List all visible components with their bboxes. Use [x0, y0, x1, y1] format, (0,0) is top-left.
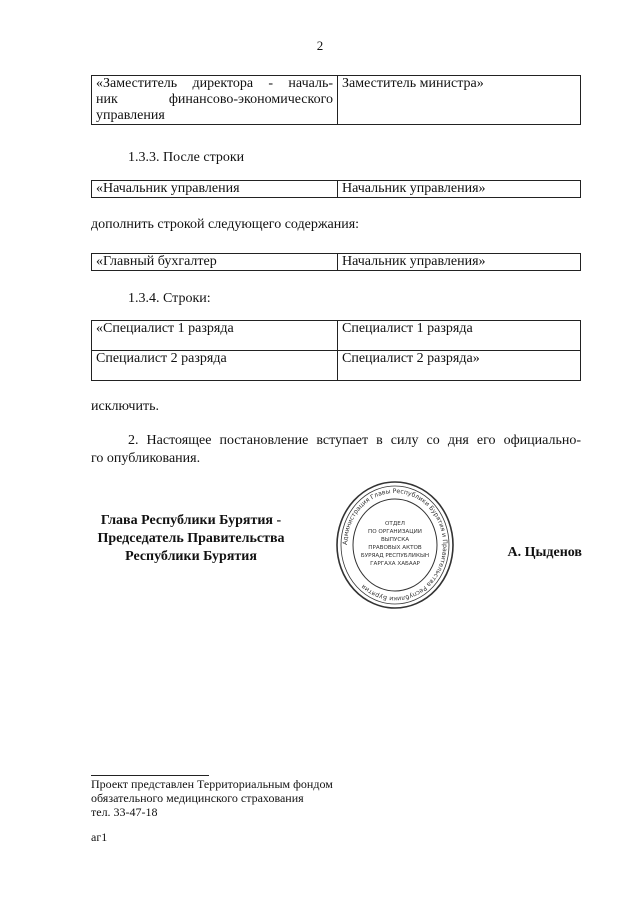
table-cell-right: Специалист 1 разряда [338, 321, 581, 351]
seal-center-line: ГАРГАХА ХАБААР [370, 561, 420, 567]
table-cell-left: «Главный бухгалтер [92, 254, 338, 271]
cell-line: ник финансово-экономического [96, 92, 333, 107]
footer-line: тел. 33-47-18 [91, 805, 158, 819]
seal-center-line: ПРАВОВЫХ АКТОВ [368, 545, 422, 551]
table-cell-right: Начальник управления» [338, 254, 581, 271]
table-row [92, 351, 581, 381]
signatory-title-line: Республики Бурятия [125, 549, 257, 564]
table-row [92, 321, 581, 351]
table-row [92, 76, 581, 125]
footer-note [91, 777, 333, 819]
paragraph-1-3-3: 1.3.3. После строки [128, 150, 245, 165]
paragraph-1-3-4: 1.3.4. Строки: [128, 291, 211, 306]
paragraph-line: 2. Настоящее постановление вступает в силу со дня его официально- [128, 433, 581, 448]
table-cell-left [92, 76, 338, 125]
seal-center-line: ОТДЕЛ [385, 521, 405, 527]
position-table-2 [91, 180, 581, 198]
paragraph-line: го опубликования. [91, 451, 201, 466]
table-cell-left: «Начальник управления [92, 181, 338, 198]
cell-line: «Заместитель директора - началь- [96, 76, 333, 91]
seal-center-line: ПО ОРГАНИЗАЦИИ [368, 529, 422, 535]
paragraph-exclude: исключить. [91, 399, 159, 414]
seal-ring-textpath: Администрация Главы Республики Бурятия и Правительства Республики Бурятия [341, 487, 449, 603]
paragraph-add-line: дополнить строкой следующего содержания: [91, 217, 360, 232]
footer-code: аг1 [91, 830, 108, 844]
signatory-title-line: Глава Республики Бурятия - [100, 513, 282, 528]
seal-center-line: ВЫПУСКА [380, 537, 410, 543]
paragraph-2 [91, 432, 581, 468]
table-row [92, 254, 581, 271]
position-table-3 [91, 253, 581, 271]
table-cell-right: Специалист 2 разряда» [338, 351, 581, 381]
cell-line: управления [96, 108, 165, 123]
signatory-name: А. Цыденов [507, 545, 582, 560]
table-cell-right: Начальник управления» [338, 181, 581, 198]
footer-line: обязательного медицинского страхования [91, 791, 304, 805]
footer-line: Проект представлен Территориальным фондом [91, 777, 333, 791]
page-number: 2 [316, 38, 324, 53]
seal-center-line: БУРЯАД РЕСПУБЛИКЫН [360, 553, 430, 559]
position-table-1 [91, 75, 581, 125]
table-row [92, 181, 581, 198]
position-table-4 [91, 320, 581, 381]
table-cell-left: Специалист 2 разряда [92, 351, 338, 381]
footer-divider [91, 775, 209, 776]
signatory-title-line: Председатель Правительства [97, 531, 285, 546]
official-seal-stamp [335, 480, 455, 610]
table-cell-right: Заместитель министра» [338, 76, 581, 125]
signatory-title [66, 512, 316, 566]
table-cell-left: «Специалист 1 разряда [92, 321, 338, 351]
